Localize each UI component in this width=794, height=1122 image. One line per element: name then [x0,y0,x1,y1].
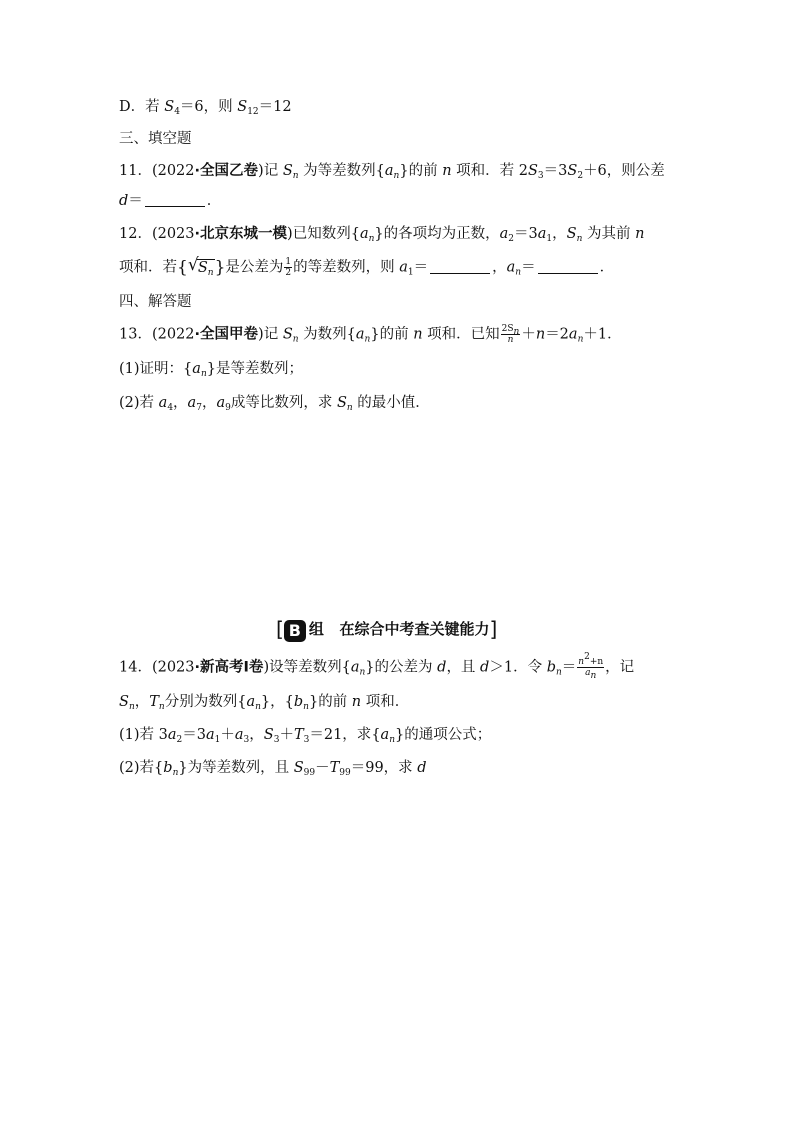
question-11-line-1: 11．(2022·全国乙卷)记 $S_n$ 为等差数列$\{a_n\}$的前 n 项和．若 $2S_3=3S_2+6$，则公差 [119,163,665,181]
question-14-part-2: (2)若$\{b_n\}$为等差数列，且 $S_{99}-T_{99}=99$，求 d [119,760,427,778]
fraction-one-half: $\frac{1}{2}$ [285,257,292,278]
fraction-n2-plus-n-over-an: $\frac{n^2+n}{a_n}$ [578,652,604,681]
answer-blank-an [538,259,598,274]
question-13-line-1: 13．(2022·全国甲卷)记 $S_n$ 为数列$\{a_n\}$的前 n 项和．已知 $\frac{2S_n}{n}$ $+n=2a_n+1$． [119,324,622,345]
option-d: D．若 $S_4=6$，则 $S_{12}=12$ [119,99,292,117]
sqrt-sn: √ $S_n$ [187,254,214,278]
group-b-title: 在综合中考查关键能力 [339,620,490,638]
group-b-badge: B [284,620,306,642]
group-b-heading: [ B 组 在综合中考查关键能力] [276,617,498,641]
question-14-part-1: (1)若 $3a_2=3a_1+a_3$，$S_3+T_3=21$，求$\{a_n\}$的通项公式； [119,727,492,745]
section-answer-title: 四、解答题 [119,294,192,310]
section-fill-in-title: 三、填空题 [119,131,192,147]
fraction-2sn-over-n: $\frac{2S_n}{n}$ [501,324,520,345]
question-14-line-2: $S_n$，$T_n$分别为数列$\{a_n\}$，$\{b_n\}$的前 n 项和． [119,694,410,712]
question-13-part-2: (2)若 $a_4$，$a_7$，$a_9$成等比数列，求 $S_n$ 的最小值． [119,395,430,413]
question-13-part-1: (1)证明：$\{a_n\}$是等差数列； [119,361,303,379]
answer-blank-a1 [430,259,490,274]
question-12-line-1: 12．(2023·北京东城一模)已知数列$\{a_n\}$的各项均为正数，$a_2=3a_1$，$S_n$ 为其前 n [119,226,645,244]
question-12-line-2: 项和．若{ √ $S_n$}是公差为 $\frac{1}{2}$ 的等差数列，则 $a_1=$ ，$a_n=$ ． [119,254,615,278]
question-11-line-2: d＝ ． [119,193,222,209]
question-14-line-1: 14．(2023·新高考Ⅰ卷)设等差数列$\{a_n\}$的公差为 d，且 d＞1．令 $b_n=$ $\frac{n^2+n}{a_n}$ ，记 [119,652,635,681]
answer-blank-d [145,192,205,207]
